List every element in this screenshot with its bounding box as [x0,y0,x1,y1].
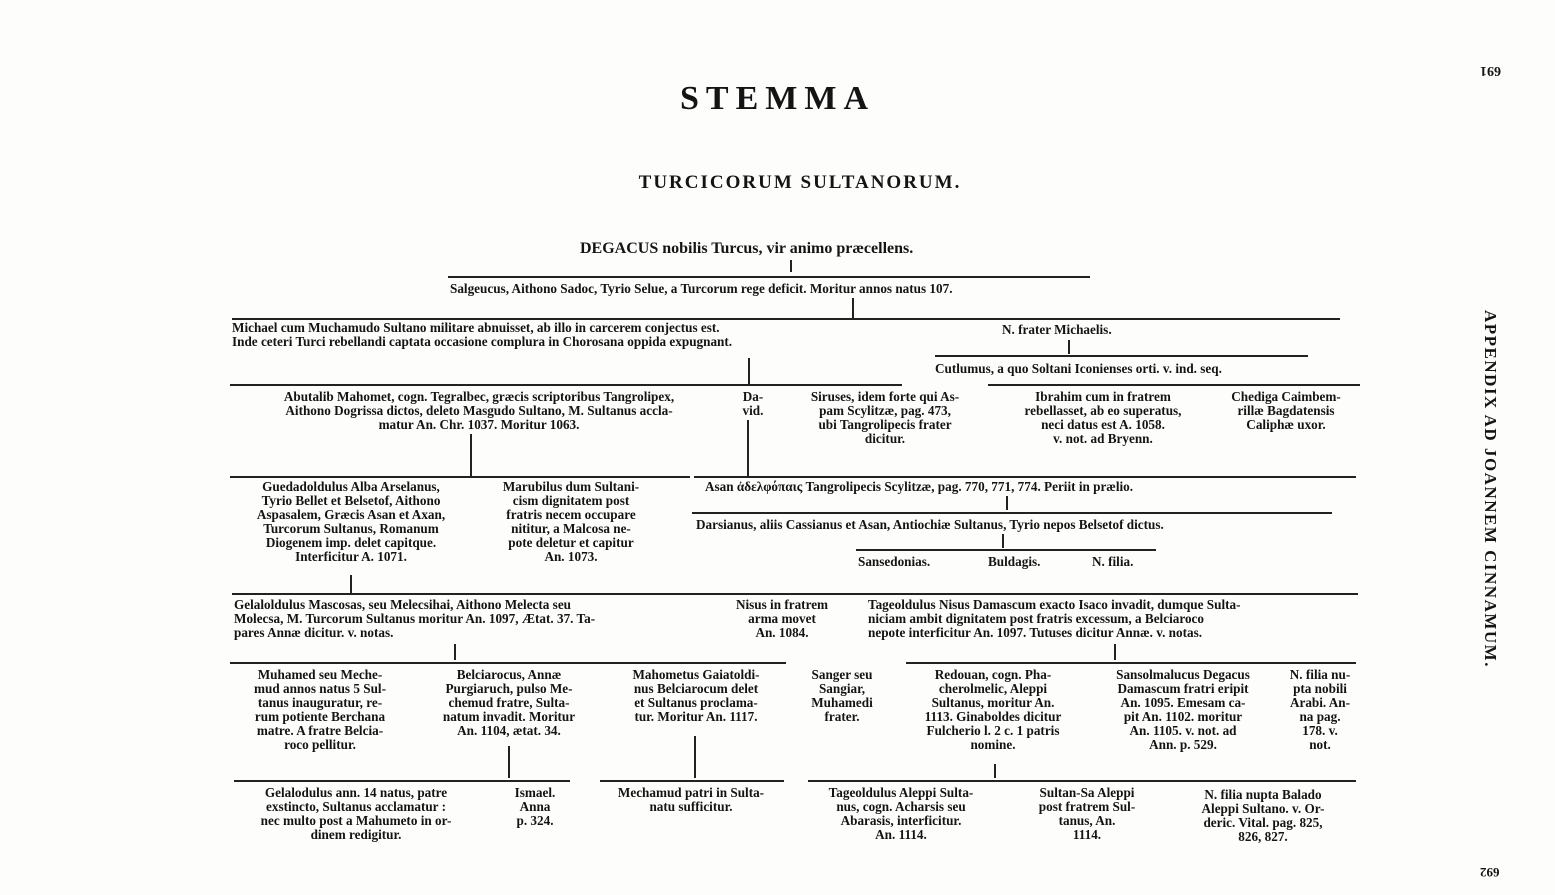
entry-gelaloldulus: Gelaloldulus Mascosas, seu Melecsihai, Aithono Melecta seu Molecsa, M. Turcorum Sultanus moritur An. 1097, Ætat. 37. Ta- pares Annæ dicitur. v. notas. [234,597,596,640]
entry-david: Da- vid. [742,389,764,418]
running-head: APPENDIX AD JOANNEM CINNAMUM. [1481,310,1500,668]
rule-gen1 [448,276,1090,278]
connector-tageoldulus [1114,644,1116,660]
entry-guedadoldulus: Guedadoldulus Alba Arselanus, Tyrio Bellet et Belsetof, Aithono Aspasalem, Græcis Asan et Axan, Turcorum Sultanus, Romanum Diogenem imp. delet capitque. Interficitur A. 1071. [256,479,446,564]
entry-sanger: Sanger seu Sangiar, Muhamedi frater. [811,667,873,724]
rule-darsianus-children [856,549,1156,551]
rule-gen7-belciarocus [234,780,570,782]
connector-root [790,260,792,272]
entry-ismael: Ismael. Anna p. 324. [514,785,556,828]
entry-redouan: Redouan, cogn. Pha- cherolmelic, Aleppi Sultanus, moritur An. 1113. Ginaboldes dicitur Fulcherio l. 2 c. 1 patris nomine. [924,667,1062,752]
entry-gelalodulus: Gelalodulus ann. 14 natus, patre exstincto, Sultanus acclamatur : nec multo post a Mahumeto in or- dinem redigitur. [260,785,452,842]
entry-michael: Michael cum Muchamudo Sultano militare abnuisset, ab illo in carcerem conjectus est. Inde ceteri Turci rebellandi captata occasione complura in Chorosana oppida expugnant. [232,320,733,349]
root-degacus: DEGACUS nobilis Turcus, vir animo præcellens. [580,240,914,257]
entry-salgeucus: Salgeucus, Aithono Sadoc, Tyrio Selue, a Turcorum rege deficit. Moritur annos natus 107. [450,281,953,296]
entry-darsianus: Darsianus, aliis Cassianus et Asan, Antiochiæ Sultanus, Tyrio nepos Belsetof dictus. [696,517,1164,532]
entry-buldagis: Buldagis. [988,554,1041,569]
connector-mahometus [694,736,696,778]
rule-gen4-right [694,476,1356,478]
entry-sansolmalucus: Sansolmalucus Degacus Damascum fratri eripit An. 1095. Emesam ca- pit An. 1102. moritur An. 1105. v. not. ad Ann. p. 529. [1116,667,1250,752]
entry-frater-michaelis: N. frater Michaelis. [1002,322,1112,337]
connector-frater [1068,340,1070,354]
rule-gen3-left [230,384,902,386]
page-title: STEMMA [680,80,875,117]
entry-filia-balado: N. filia nupta Balado Aleppi Sultano. v. Or- deric. Vital. pag. 825, 826, 827. [1201,787,1325,844]
connector-abutalib [470,434,472,476]
entry-muhamed: Muhamed seu Meche- mud annos natus 5 Sul- tanus inauguratur, re- rum potiente Berchana matre. A fratre Belcia- roco pellitur. [254,667,386,752]
entry-mahometus: Mahometus Gaiatoldi- nus Belciarocum delet et Sultanus proclama- tur. Moritur An. 1117. [632,667,760,724]
entry-belciarocus: Belciarocus, Annæ Purgiaruch, pulso Me- chemud fratre, Sulta- natum invadit. Moritur An. 1104, ætat. 34. [442,667,576,738]
entry-abutalib: Abutalib Mahomet, cogn. Tegralbec, græcis scriptoribus Tangrolipex, Aithono Dogrissa dictos, deleto Masgudo Sultano, M. Sultanus accla- matur An. Chr. 1037. Moritur 1063. [283,389,675,432]
rule-gen7-mahometus [600,780,784,782]
entry-sultan-sa: Sultan-Sa Aleppi post fratrem Sul- tanus, An. 1114. [1038,785,1136,842]
connector-belciarocus [508,746,510,778]
entry-mechamud: Mechamud patri in Sulta- natu sufficitur. [617,785,765,814]
entry-filia-arabi: N. filia nu- pta nobili Arabi. An- na pag. 178. v. not. [1289,667,1351,752]
entry-ibrahim: Ibrahim cum in fratrem rebellasset, ab eo superatus, neci datus est A. 1058. v. not. ad Bryenn. [1024,389,1182,446]
rule-gen6-left [230,662,786,664]
page-number: 691 [1480,63,1501,78]
page-subtitle: TURCICORUM SULTANORUM. [638,172,962,193]
entry-sansedonias: Sansedonias. [858,554,931,569]
page-number-bottom: 692 [1480,865,1500,880]
entry-tageoldulus-nisus: Tageoldulus Nisus Damascum exacto Isaco invadit, dumque Sulta- niciam ambit dignitatem post fratris excessum, a Belciaroco nepote interficitur An. 1097. Tutuses dicitur Annæ. v. notas. [868,597,1241,640]
rule-gen4-left [230,476,690,478]
entry-tageoldulus-aleppi: Tageoldulus Aleppi Sulta- nus, cogn. Acharsis seu Abarasis, interficitur. An. 1114. [828,785,974,842]
rule-cutlumus [935,355,1308,357]
rule-gen6-right [906,662,1356,664]
connector-darsianus [1002,534,1004,548]
entry-siruses: Siruses, idem forte qui As- pam Scylitzæ, pag. 473, ubi Tangrolipecis frater dicitur. [810,389,960,446]
entry-filia-darsiani: N. filia. [1092,554,1134,569]
rule-gen3-right [988,384,1360,386]
connector-gen1 [852,298,854,318]
connector-david [747,420,749,476]
connector-gelaloldulus [454,644,456,660]
connector-gen2 [748,358,750,384]
entry-marubilus: Marubilus dum Sultani- cism dignitatem post fratris necem occupare nititur, a Malcosa ne- pote deletur et capitur An. 1073. [502,479,640,564]
entry-cutlumus: Cutlumus, a quo Soltani Iconienses orti. v. ind. seq. [935,361,1222,376]
rule-gen7-redouan [808,780,1356,782]
rule-gen5 [232,593,1358,595]
entry-nisus: Nisus in fratrem arma movet An. 1084. [735,597,829,640]
entry-chediga: Chediga Caimbem- rillæ Bagdatensis Caliphæ uxor. [1231,389,1341,432]
rule-darsianus [692,512,1332,514]
connector-asan [1006,496,1008,510]
entry-asan: Asan ἀδελφόπαις Tangrolipecis Scylitzæ, pag. 770, 771, 774. Periit in prælio. [705,479,1134,494]
connector-guedadoldulus [350,575,352,593]
connector-redouan [994,764,996,778]
